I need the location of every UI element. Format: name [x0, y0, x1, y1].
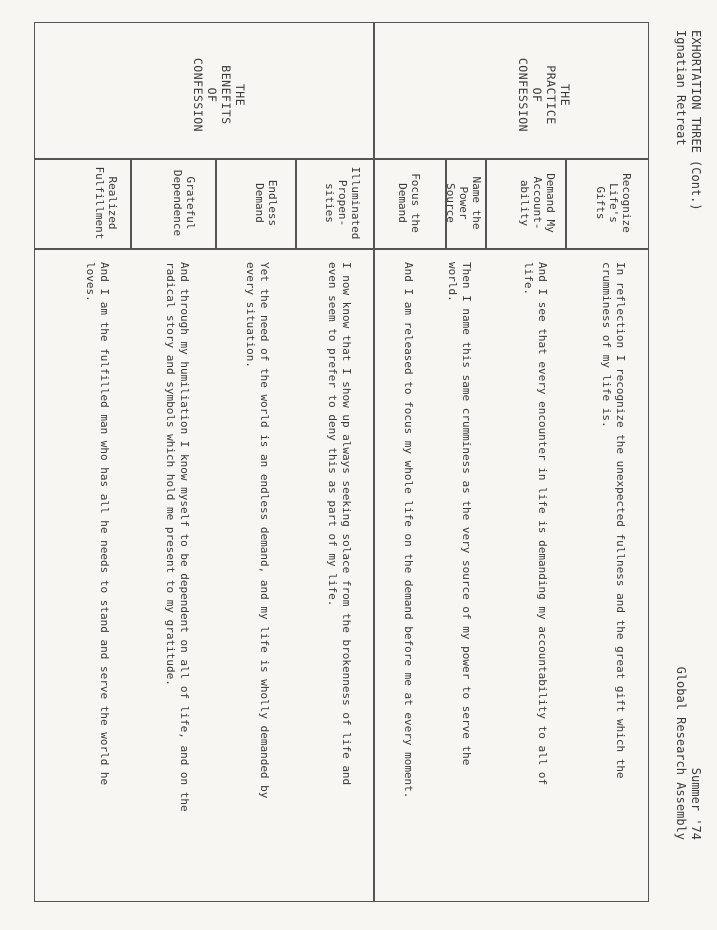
- row-label: Name the Power Source: [444, 176, 483, 230]
- document-event: Global Research Assembly: [674, 666, 688, 840]
- document-subtitle: Ignatian Retreat: [674, 30, 688, 146]
- document-meta: [673, 540, 703, 840]
- row-text: And I see that every encounter in life is demanding my accountability to all of life.: [522, 262, 549, 786]
- row-text: Yet the need of the world is an endless demand, and my life is wholly demanded by every situation.: [244, 262, 271, 799]
- label-divider: [34, 248, 649, 250]
- row-text: Then I name this same crumminess as the very source of my power to serve the world.: [446, 262, 473, 766]
- row-text: And I am the fulfilled man who has all he needs to stand and serve the world he loves.: [84, 262, 111, 786]
- document-header: [673, 30, 703, 430]
- document-title: EXHORTATION THREE (Cont.): [689, 30, 703, 211]
- section-benefits-title: THE BENEFITS OF CONFESSION: [191, 57, 247, 133]
- row-label: Grateful Dependence: [171, 169, 197, 237]
- document-date: Summer '74: [689, 767, 703, 840]
- row-label: Recognize Life's Gifts: [594, 173, 633, 233]
- row-text: And through my humiliation I know myself to be dependent on all of life, and on the radical story and symbols which hold me present to my gratitude.: [164, 262, 191, 812]
- row-label: Focus the Demand: [396, 173, 422, 233]
- row-label: Realized Fulfillment: [93, 166, 119, 240]
- row-label: Illuminated Propen- sities: [323, 166, 362, 240]
- section-practice-title: THE PRACTICE OF CONFESSION: [516, 57, 572, 133]
- row-text: I now know that I show up always seeking solace from the brokenness of life and even seem to prefer to deny this as part of my life.: [326, 262, 353, 786]
- row-label: Demand My Account- ability: [518, 173, 557, 233]
- row-text: And I am released to focus my whole life on the demand before me at every moment.: [402, 262, 415, 799]
- row-label: Endless Demand: [253, 179, 279, 227]
- row-text: In reflection I recognize the unexpected fullness and the great gift which the crumminess of my life is.: [600, 262, 627, 779]
